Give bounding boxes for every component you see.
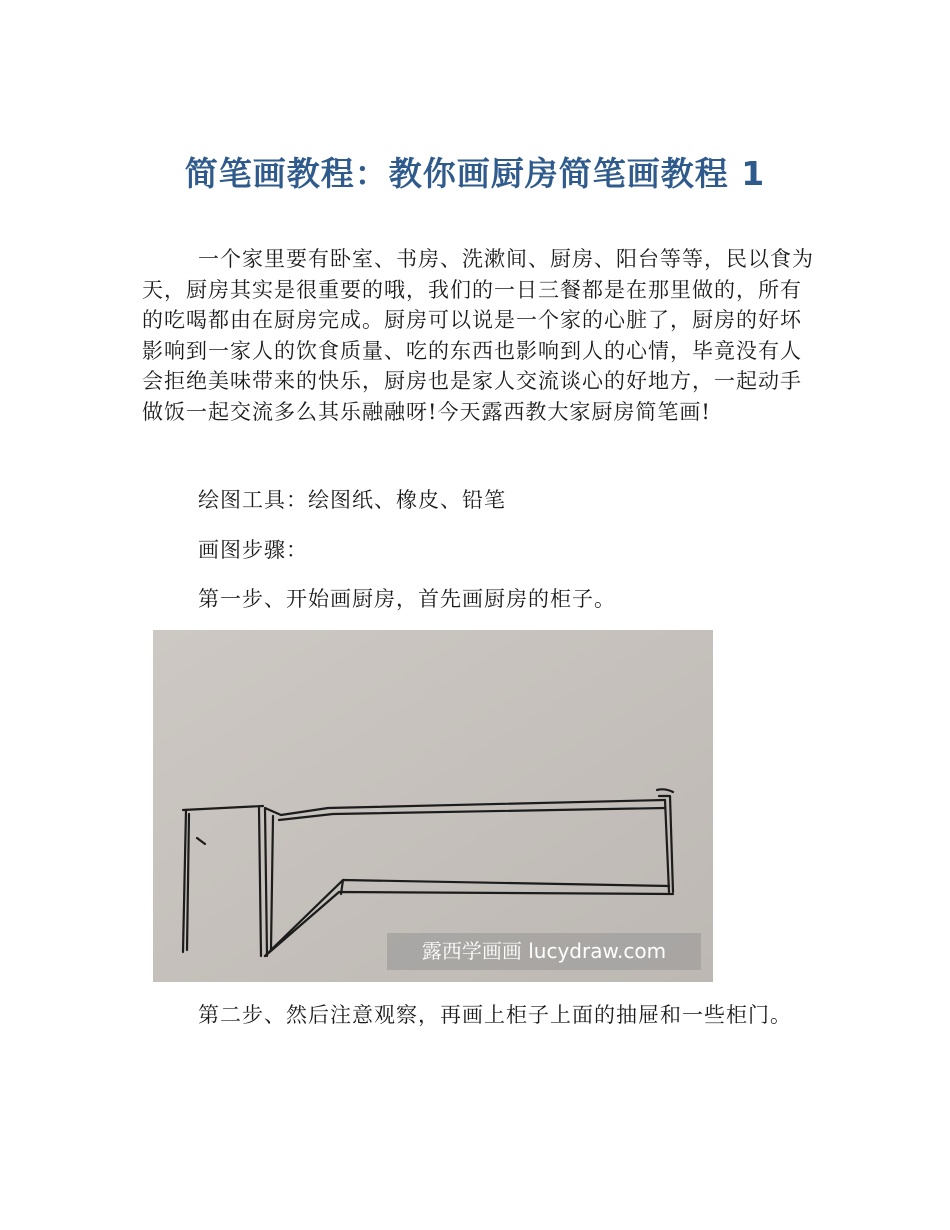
steps-heading: 画图步骤： [198, 538, 308, 562]
watermark: 露西学画画 lucydraw.com [387, 933, 701, 970]
cabinet-sketch [153, 630, 713, 982]
intro-paragraph: 一个家里要有卧室、书房、洗漱间、厨房、阳台等等，民以食为天，厨房其实是很重要的哦，我们的一日三餐都是在那里做的，所有的吃喝都由在厨房完成。厨房可以说是一个家的心脏了，厨房的好坏影响到一家人的饮食质量、吃的东西也影响到人的心情，毕竟没有人会拒绝美味带来的快乐，厨房也是家人交流谈心的好地方，一起动手做饭一起交流多么其乐融融呀!今天露西教大家厨房简笔画! [142, 247, 814, 424]
step1-sketch-photo [153, 630, 713, 982]
step1-paragraph: 第一步、开始画厨房，首先画厨房的柜子。 [198, 587, 616, 611]
step2-paragraph: 第二步、然后注意观察，再画上柜子上面的抽屉和一些柜门。 [198, 1003, 792, 1027]
page-title: 简笔画教程：教你画厨房简笔画教程 1 [184, 154, 766, 193]
tools-paragraph: 绘图工具：绘图纸、橡皮、铅笔 [198, 488, 506, 512]
